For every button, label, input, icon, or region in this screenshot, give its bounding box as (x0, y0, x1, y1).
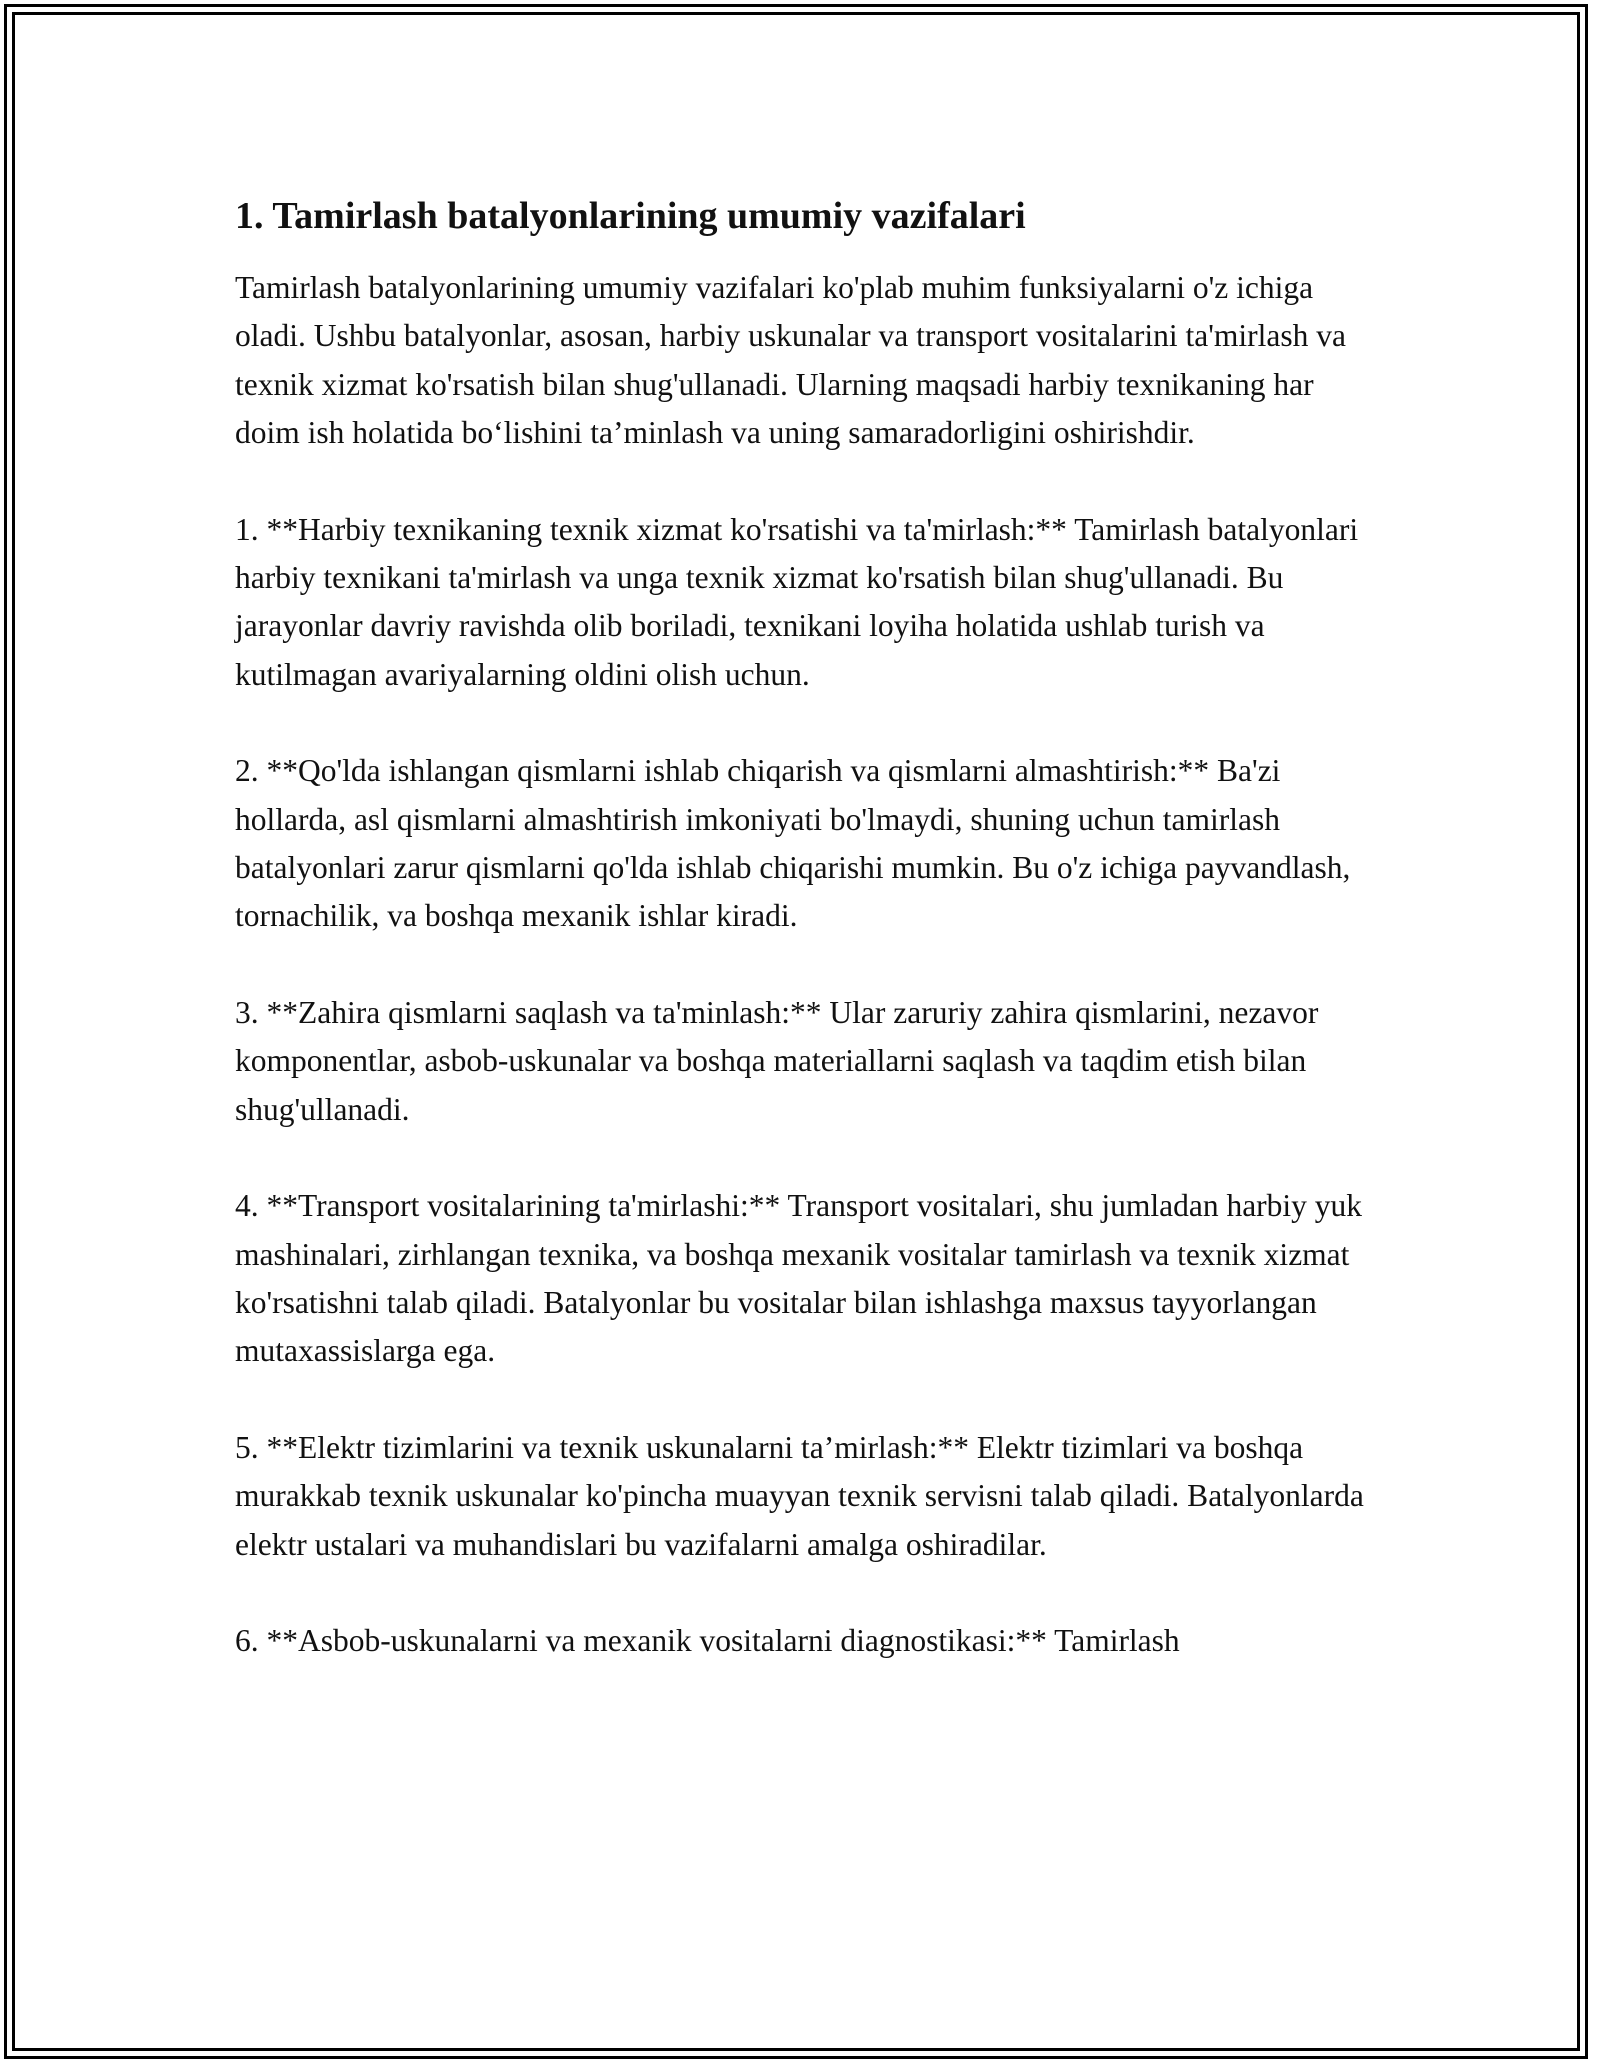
intro-paragraph: Tamirlash batalyonlarining umumiy vazifalari ko'plab muhim funksiyalarni o'z ichiga oladi. Ushbu batalyonlar, asosan, harbiy uskunalar va transport vositalarini ta'mirlash va texnik xizmat ko'rsatish bilan shug'ullanadi. Ularning maqsadi harbiy texnikaning har doim ish holatida bo‘lishini ta’minlash va uning samaradorligini oshirishdir. (235, 270, 1347, 451)
list-item-2: 2. **Qo'lda ishlangan qismlarni ishlab chiqarish va qismlarni almashtirish:** Ba'zi hollarda, asl qismlarni almashtirish imkoniyati bo'lmaydi, shuning uchun tamirlash batalyonlari zarur qismlarni qo'lda ishlab chiqarishi mumkin. Bu o'z ichiga payvandlash, tornachilik, va boshqa mexanik ishlar kiradi. (235, 753, 1351, 934)
list-item-6: 6. **Asbob-uskunalarni va mexanik vositalarni diagnostikasi:** Tamirlash (235, 1622, 1180, 1658)
list-item-1: 1. **Harbiy texnikaning texnik xizmat ko'rsatishi va ta'mirlash:** Tamirlash batalyonlari harbiy texnikani ta'mirlash va unga texnik xizmat ko'rsatish bilan shug'ullanadi. Bu jarayonlar davriy ravishda olib boriladi, texnikani loyiha holatida ushlab turish va kutilmagan avariyalarning oldini olish uchun. (235, 511, 1359, 692)
list-item-3: 3. **Zahira qismlarni saqlash va ta'minlash:** Ular zaruriy zahira qismlarini, nezavor komponentlar, asbob-uskunalar va boshqa materiallarni saqlash va taqdim etish bilan shug'ullanadi. (235, 994, 1319, 1127)
section-title: 1. Tamirlash batalyonlarining umumiy vazifalari (235, 195, 1026, 237)
list-item-4: 4. **Transport vositalarining ta'mirlashi:** Transport vositalari, shu jumladan harbiy yuk mashinalari, zirhlangan texnika, va boshqa mexanik vositalar tamirlash va texnik xizmat ko'rsatishni talab qiladi. Batalyonlar bu vositalar bilan ishlashga maxsus tayyorlangan mutaxassislarga ega. (235, 1188, 1363, 1369)
document-body (235, 188, 1375, 1713)
list-item-5: 5. **Elektr tizimlarini va texnik uskunalarni ta’mirlash:** Elektr tizimlari va boshqa murakkab texnik uskunalar ko'pincha muayyan texnik servisni talab qiladi. Batalyonlarda elektr ustalari va muhandislari bu vazifalarni amalga oshiradilar. (235, 1429, 1364, 1562)
